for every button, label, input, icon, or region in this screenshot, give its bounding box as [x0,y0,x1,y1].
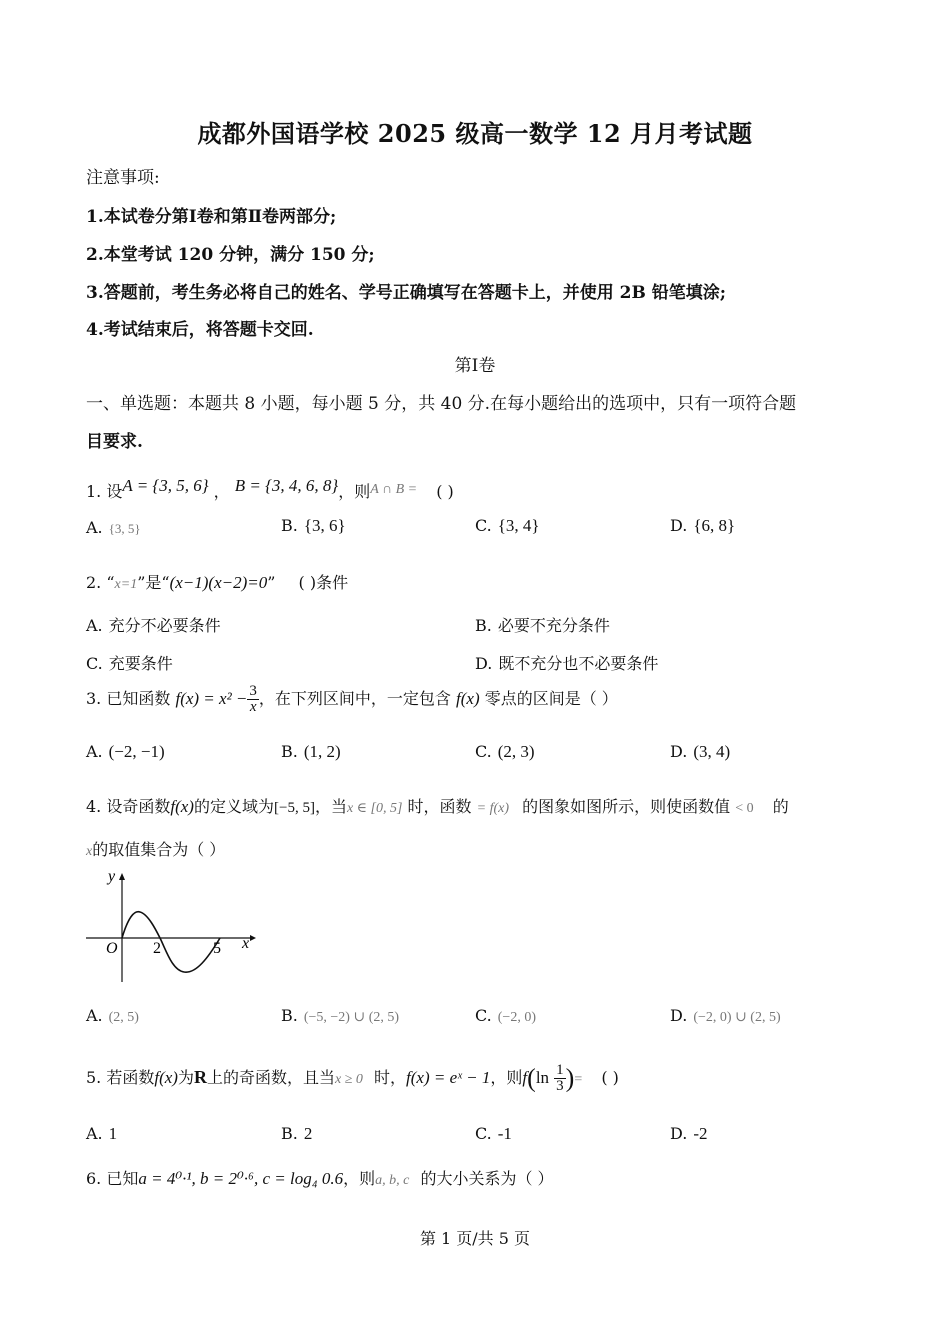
option-value: {3, 5} [108,521,141,536]
option-value: (−5, −2) ∪ (2, 5) [303,1010,400,1025]
x-axis-arrow-icon [250,935,256,941]
option-value: 2 [303,1124,313,1143]
q1-number: 1. [86,482,102,501]
fraction-denominator: x [249,699,257,715]
q5-text-2: 为 [177,1068,194,1087]
q4-function: = f(x) [476,801,510,816]
q6-expression: a = 4⁰·¹, b = 2⁰·⁶, c = log₄ 0.6 [138,1169,344,1188]
fraction-numerator: 3 [249,683,257,699]
paren-open-icon: ( [527,1063,536,1093]
q1-expr: A ∩ B = [370,482,418,497]
q2-quote-open: “ [106,573,115,592]
q4-text-3: ，当 [314,797,347,816]
q5-text: 若函数 [106,1068,155,1087]
q4-option-b[interactable] [281,1006,399,1026]
q2-cond-2: (x−1)(x−2)=0 [169,573,268,592]
option-value: {3, 6} [303,516,346,535]
option-value: 充分不必要条件 [108,616,221,635]
option-label: D. [670,1006,688,1025]
q5-option-b[interactable] [281,1124,312,1144]
part-one-heading-cont: 目要求. [86,432,143,452]
section-label: 第Ⅰ卷 [454,356,496,376]
q1-set-a: A = {3, 5, 6} [122,476,209,495]
q6-text-3: 的大小关系为（ ） [420,1169,554,1188]
q4-less-than: < 0 [735,801,754,816]
q1-option-c[interactable] [475,516,540,536]
q3-option-b[interactable] [281,742,341,762]
q4-option-c[interactable] [475,1006,536,1026]
q6-number: 6. [86,1169,102,1188]
q5-text-5: ，则 [490,1068,523,1087]
question-5 [86,1063,619,1094]
q5-fraction [554,1063,566,1094]
option-label: A. [86,616,103,635]
q1-set-b: B = {3, 4, 6, 8} [234,476,339,495]
notice-item-2: 2.本堂考试 120 分钟，满分 150 分; [86,245,375,265]
q5-real-set: R [193,1067,207,1087]
option-value: (−2, 0) ∪ (2, 5) [693,1010,781,1025]
option-value: 充要条件 [108,654,173,673]
question-2 [86,570,348,593]
q6-text: 已知 [106,1169,139,1188]
option-value: 1 [108,1124,118,1143]
q2-option-c[interactable] [86,651,173,674]
q4-text-6: 的 [772,797,789,816]
option-label: D. [670,742,688,761]
q5-fx: f(x) [154,1068,178,1087]
q3-option-a[interactable] [86,742,165,762]
q5-definition: f(x) = eˣ − 1 [406,1068,491,1087]
q5-option-c[interactable] [475,1124,512,1144]
q4-text-2: 的定义域为 [193,797,274,816]
q4-option-d[interactable] [670,1006,781,1026]
q3-function: f(x) = x² − [175,689,248,708]
q4-option-a[interactable] [86,1006,139,1026]
q1-sep: ， [213,482,230,501]
q2-text-2: 条件 [316,573,349,592]
option-label: C. [475,1124,492,1143]
q4-fx: f(x) [170,797,194,816]
y-label: y [108,868,116,885]
q4-condition: x ∈ [0, 5] [346,801,403,816]
notice-heading: 注意事项: [86,168,160,188]
q1-option-d[interactable] [670,516,735,536]
q2-number: 2. [86,573,102,592]
q3-text-2: ，在下列区间中，一定包含 [258,689,451,708]
q2-option-d[interactable] [475,651,658,674]
q1-option-a[interactable] [86,518,141,537]
option-label: D. [670,516,688,535]
option-label: B. [281,516,298,535]
question-1 [86,476,454,502]
notice-item-4: 4.考试结束后，将答题卡交回. [86,320,314,340]
q3-option-c[interactable] [475,742,535,762]
q4-text-7: 的取值集合为（ ） [92,840,226,859]
option-label: B. [281,742,298,761]
q5-option-d[interactable] [670,1124,708,1144]
option-value: {6, 8} [693,516,736,535]
tick-5-label: 5 [213,940,221,957]
q4-number: 4. [86,797,102,816]
question-4-cont [86,837,225,860]
option-label: C. [475,742,492,761]
option-label: A. [86,1124,103,1143]
q6-variables: a, b, c [375,1173,410,1188]
x-label: x [242,935,250,952]
q3-fx: f(x) [456,689,480,708]
option-label: C. [475,1006,492,1025]
q2-option-b[interactable] [475,613,610,636]
q5-ln: ln [535,1068,550,1087]
tick-2-label: 2 [153,940,161,957]
question-3 [86,684,618,715]
q5-text-3: 上的奇函数，且当 [206,1068,335,1087]
function-curve [122,912,220,972]
q4-text: 设奇函数 [106,797,171,816]
q3-text: 已知函数 [106,689,171,708]
fraction-denominator: 3 [556,1078,564,1094]
page-footer: 第 1 页/共 5 页 [419,1229,531,1248]
q2-paren: ( ) [298,573,317,592]
q5-f: f [522,1068,528,1087]
q1-text: 设 [106,482,123,501]
option-label: A. [86,742,103,761]
q4-domain: [−5, 5] [273,800,315,816]
option-value: 必要不充分条件 [497,616,610,635]
q3-text-3: 零点的区间是（ ） [484,689,618,708]
page-title: 成都外国语学校 2025 级高一数学 12 月月考试题 [197,119,753,148]
option-value: (2, 3) [497,742,535,761]
q5-text-4: 时， [374,1068,407,1087]
q3-option-d[interactable] [670,742,730,762]
q3-fraction [247,684,259,715]
notice-item-1: 1.本试卷分第Ⅰ卷和第Ⅱ卷两部分; [86,207,337,227]
q4-text-4: 时，函数 [407,797,472,816]
option-label: C. [475,516,492,535]
q5-equals: = [574,1072,583,1087]
option-value: (3, 4) [693,742,731,761]
q5-number: 5. [86,1068,102,1087]
y-axis-arrow-icon [119,873,125,880]
option-label: B. [281,1124,298,1143]
option-value: 既不充分也不必要条件 [498,654,659,673]
notice-item-3: 3.答题前，考生务必将自己的姓名、学号正确填写在答题卡上，并使用 2B 铅笔填涂; [86,283,727,303]
q1-text-2: ，则 [338,482,371,501]
option-label: D. [670,1124,688,1143]
fraction-numerator: 1 [556,1062,564,1078]
origin-label: O [106,940,118,957]
option-value: -1 [497,1124,512,1143]
q4-graph [84,866,260,986]
q2-quote-close: ” [267,573,276,592]
question-4 [86,794,789,817]
q5-condition: x ≥ 0 [335,1072,363,1087]
q4-x: x [86,844,93,859]
option-value: (1, 2) [303,742,341,761]
option-label: C. [86,654,103,673]
option-label: B. [281,1006,298,1025]
option-value: -2 [693,1124,708,1143]
option-value: (−2, 0) [497,1010,536,1025]
question-6 [86,1166,554,1189]
q2-text: ”是“ [137,573,170,592]
q3-number: 3. [86,689,102,708]
option-label: A. [86,518,103,537]
paren-close-icon: ) [565,1063,575,1093]
q5-paren: ( ) [601,1068,619,1087]
q5-option-a[interactable] [86,1124,117,1144]
q1-option-b[interactable] [281,516,346,536]
option-value: (2, 5) [108,1010,139,1025]
option-label: B. [475,616,492,635]
q1-paren: ( ) [436,482,454,501]
part-one-heading: 一、单选题：本题共 8 小题，每小题 5 分，共 40 分.在每小题给出的选项中，只有一项符合题 [86,394,797,414]
q6-text-2: ，则 [343,1169,376,1188]
q2-option-a[interactable] [86,613,221,636]
q2-cond-1: x=1 [114,577,138,592]
option-label: A. [86,1006,103,1025]
q4-text-5: 的图象如图所示，则使函数值 [522,797,731,816]
option-label: D. [475,654,493,673]
option-value: (−2, −1) [108,742,165,761]
option-value: {3, 4} [497,516,540,535]
